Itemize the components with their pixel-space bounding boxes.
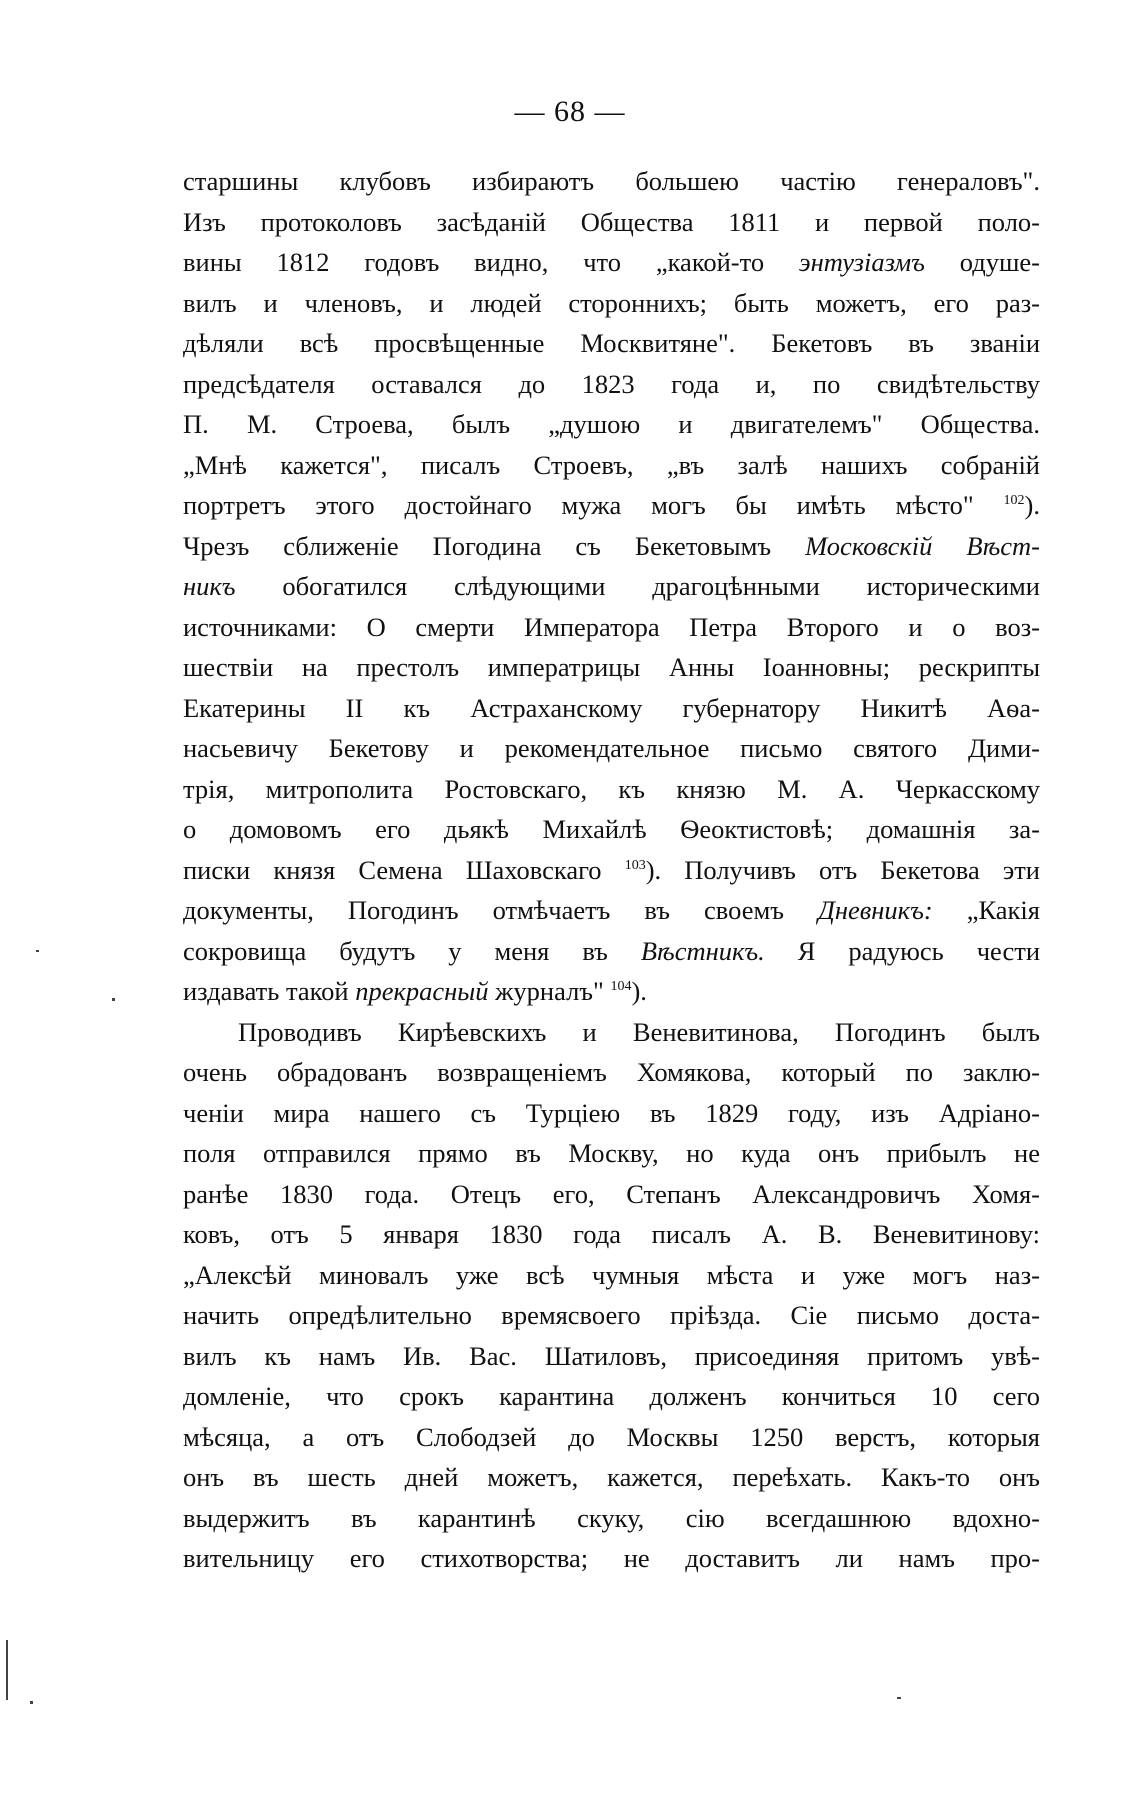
text-line: Изъ протоколовъ засѣданій Общества 1811 и первой поло- (183, 206, 1040, 237)
paragraph-first-line: Проводивъ Кирѣевскихъ и Веневитинова, Погодинъ былъ (238, 1016, 1040, 1047)
text-line: онъ въ шесть дней можетъ, кажется, переѣхать. Какъ-то онъ (183, 1462, 1040, 1492)
text-line: издавать такой прекрасный журналъ" $^{104}$). (183, 976, 647, 1006)
text-line: документы, Погодинъ отмѣчаетъ въ своемъ Дневникъ: „Какія (183, 895, 1040, 925)
italic-title: Дневникъ: (818, 895, 933, 925)
text-line: П. М. Строева, былъ „душою и двигателемъ" Общества. (183, 409, 1040, 439)
page-number: — 68 — (514, 95, 626, 128)
text-line: старшины клубовъ избираютъ большею частію генераловъ". (183, 166, 1040, 196)
text-line: вилъ и членовъ, и людей стороннихъ; быть можетъ, его раз- (183, 287, 1040, 318)
text-line: шествіи на престолъ императрицы Анны Іоанновны; рескрипты (183, 652, 1040, 682)
text-line: поля отправился прямо въ Москву, но куда онъ прибылъ не (183, 1138, 1040, 1168)
scan-mark (6, 1640, 8, 1700)
italic-title: Московскій Вѣст- (805, 530, 1040, 561)
text-line: „Мнѣ кажется", писалъ Строевъ, „въ залѣ нашихъ собраній (183, 449, 1040, 480)
text-line: трія, митрополита Ростовскаго, къ князю М. А. Черкасскому (183, 773, 1040, 804)
italic-title: никъ (183, 571, 236, 601)
text-line: вительницу его стихотворства; не доставитъ ли намъ про- (183, 1543, 1040, 1573)
text-line: предсѣдателя оставался до 1823 года и, по свидѣтельству (183, 368, 1040, 399)
footnote-ref: 102 (1003, 493, 1025, 508)
text-line: очень обрадованъ возвращеніемъ Хомякова, который по заклю- (183, 1057, 1040, 1087)
scan-mark (30, 1701, 33, 1704)
text-line: источниками: О смерти Императора Петра Второго и о воз- (183, 611, 1040, 642)
text-line: никъ обогатился слѣдующими драгоцѣнными историческими (183, 571, 1040, 601)
text-line: вины 1812 годовъ видно, что „какой-то энтузіазмъ одуше- (183, 247, 1040, 277)
text-line: дѣляли всѣ просвѣщенные Москвитяне". Бекетовъ въ званіи (183, 328, 1040, 358)
text-line: домленіе, что срокъ карантина долженъ кончиться 10 сего (183, 1381, 1040, 1411)
scan-mark (897, 1697, 901, 1699)
text-line: ранѣе 1830 года. Отецъ его, Степанъ Александровичъ Хомя- (183, 1178, 1040, 1209)
text-line: начить опредѣлительно времясвоего пріѣзда. Сіе письмо доста- (183, 1300, 1040, 1330)
text-line: „Алексѣй миновалъ уже всѣ чумныя мѣста и уже могъ наз- (183, 1259, 1040, 1290)
text-line: Чрезъ сближеніе Погодина съ Бекетовымъ Московскій Вѣст- (183, 530, 1040, 561)
text-line: Екатерины II къ Астраханскому губернатору Никитѣ Аѳа- (183, 692, 1040, 723)
text-line: о домовомъ его дьякѣ Михайлѣ Ѳеоктистовѣ; домашнія за- (183, 814, 1040, 844)
text-line: вилъ къ намъ Ив. Вас. Шатиловъ, присоединяя притомъ увѣ- (183, 1340, 1040, 1371)
text-line: писки князя Семена Шаховскаго $^{103}$). Получивъ отъ Бекетова эти (183, 854, 1040, 885)
text-line: насьевичу Бекетову и рекомендательное письмо святого Дими- (183, 733, 1040, 763)
footnote-ref: 103 (624, 857, 646, 873)
footnote-ref: 104 (610, 979, 632, 994)
italic-word: прекрасный (355, 976, 489, 1006)
text-line: ковъ, отъ 5 января 1830 года писалъ А. В. Веневитинову: (183, 1219, 1040, 1249)
text-line: ченіи мира нашего съ Турціею въ 1829 году, изъ Адріано- (183, 1097, 1040, 1128)
italic-word: энтузіазмъ (798, 247, 925, 277)
scan-mark (112, 998, 115, 1001)
text-line: мѣсяца, а отъ Слободзей до Москвы 1250 верстъ, которыя (183, 1421, 1040, 1452)
italic-title: Вѣстникъ. (640, 935, 765, 966)
scan-mark (36, 950, 39, 952)
text-line: сокровища будутъ у меня въ Вѣстникъ. Я радуюсь чести (183, 935, 1041, 966)
text-line: выдержитъ въ карантинѣ скуку, сію всегдашнюю вдохно- (183, 1502, 1040, 1533)
text-line: портретъ этого достойнаго мужа могъ бы имѣть мѣсто" $^{102}$). (183, 490, 1040, 520)
